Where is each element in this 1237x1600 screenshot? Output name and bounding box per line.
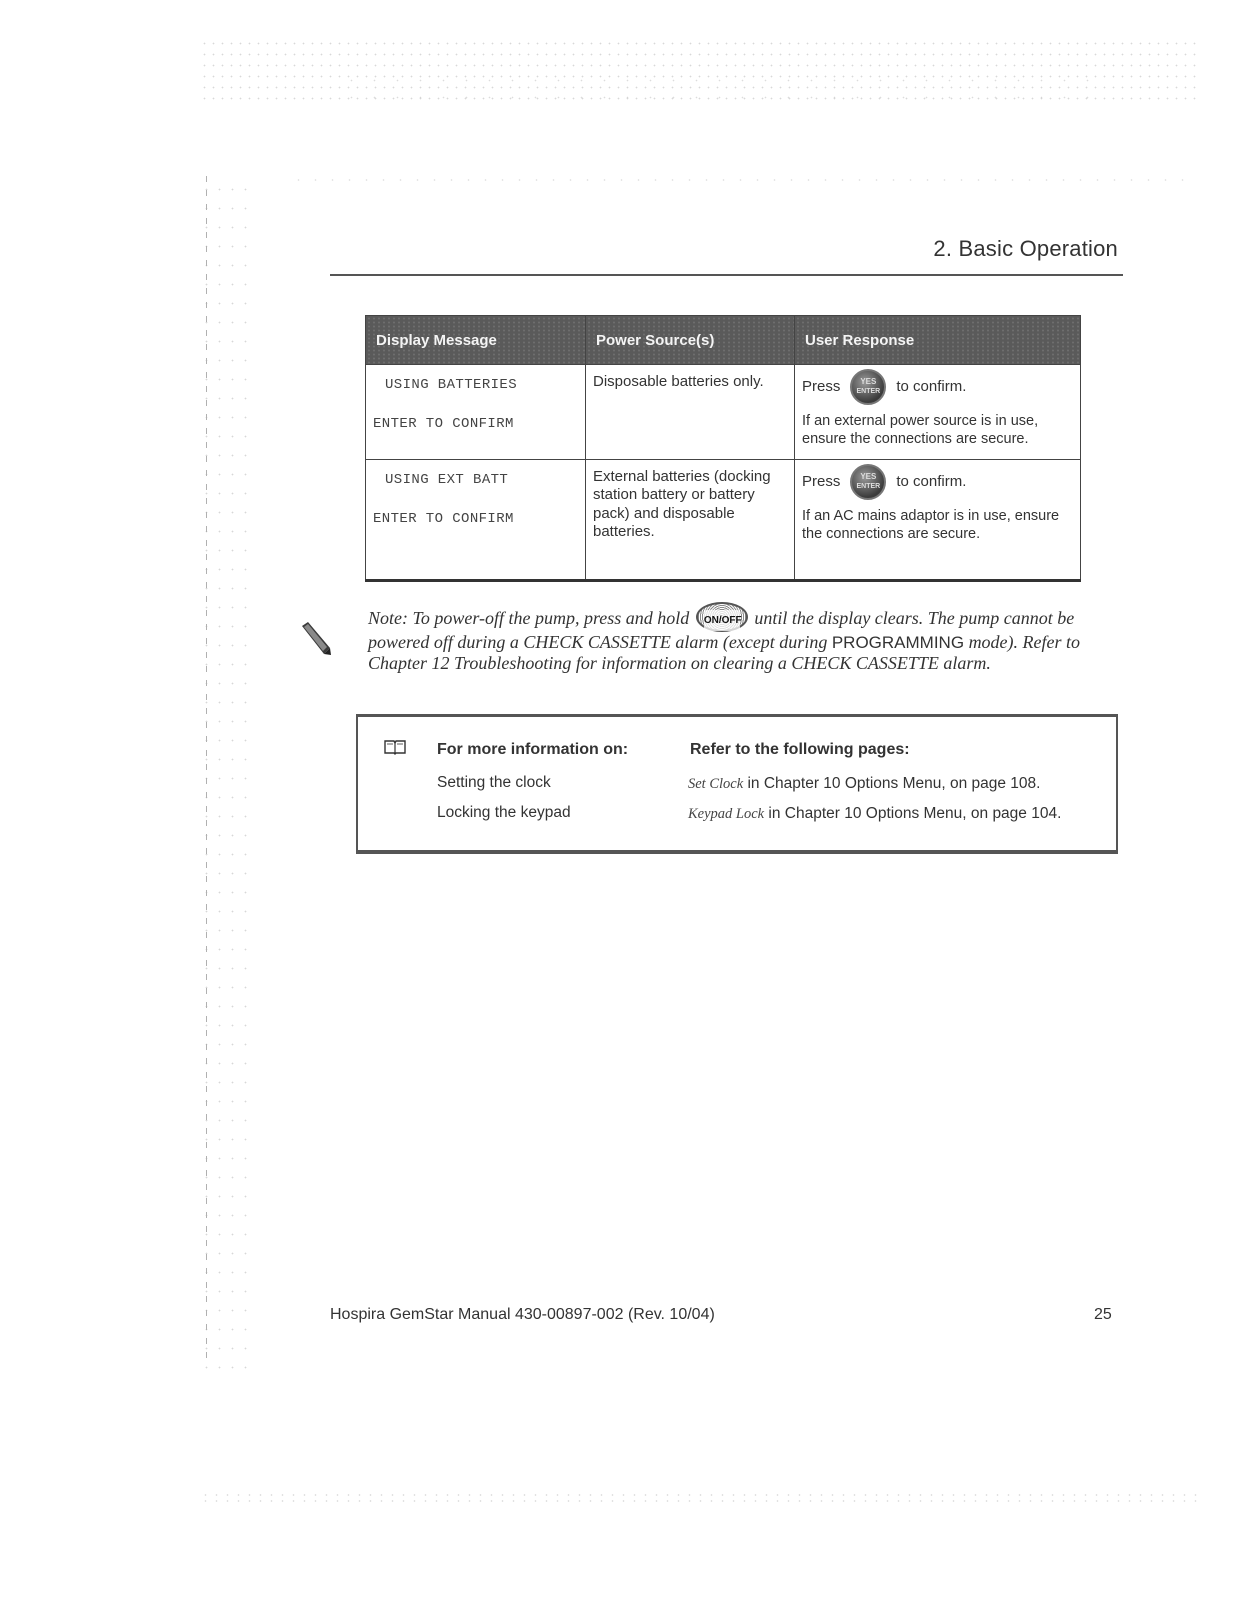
power-source-cell: External batteries (docking station battery or battery pack) and disposable batteries. <box>586 460 795 581</box>
table-row <box>366 365 1081 460</box>
info-topic-setting-clock: Setting the clock <box>437 774 551 791</box>
display-message-line1: USING BATTERIES <box>385 377 518 393</box>
note-text-part3: mode). Refer to Chapter 12 Troubleshooting for information on clearing a CHECK CASSETTE alarm. <box>368 632 1081 673</box>
note-text-part2: until the display clears. The pump cannot be powered off during a CHECK CASSETTE alarm (except during <box>368 608 1075 652</box>
press-instruction <box>802 369 1073 405</box>
display-message-table <box>365 315 1081 582</box>
on-off-key-icon <box>696 602 748 632</box>
press-label: Press <box>802 377 841 395</box>
power-off-note <box>368 602 1128 674</box>
table-header-row <box>366 316 1081 365</box>
display-message-cell <box>366 365 586 460</box>
chapter-title: 2. Basic Operation <box>933 236 1118 261</box>
reference-title: Set Clock <box>688 776 744 792</box>
response-note: If an external power source is in use, ensure the connections are secure. <box>802 413 1039 447</box>
more-information-box <box>356 714 1118 854</box>
footer-manual-reference: Hospira GemStar Manual 430-00897-002 (Rev. 10/04) <box>330 1306 715 1323</box>
info-reference-setting-clock <box>688 774 1108 794</box>
press-label: Press <box>802 472 841 490</box>
note-programming-word: PROGRAMMING <box>831 633 965 652</box>
yes-enter-key-icon <box>850 464 886 500</box>
power-source-cell: Disposable batteries only. <box>586 365 795 460</box>
display-message-line1: USING EXT BATT <box>385 472 509 488</box>
page-number: 25 <box>1094 1306 1112 1323</box>
note-text-part1: Note: To power-off the pump, press and hold <box>368 608 690 628</box>
display-message-cell <box>366 460 586 581</box>
book-icon <box>384 739 406 755</box>
confirm-label: to confirm. <box>896 472 967 490</box>
info-heading-reference: Refer to the following pages: <box>690 741 910 758</box>
scan-edge-line <box>206 176 207 1366</box>
pencil-icon <box>300 622 332 656</box>
response-note: If an AC mains adaptor is in use, ensure the connections are secure. <box>802 508 1060 542</box>
reference-text: in Chapter 10 Options Menu, on page 104. <box>764 805 1062 822</box>
display-message-line2: ENTER TO CONFIRM <box>373 511 514 528</box>
reference-title: Keypad Lock <box>688 806 765 822</box>
scan-noise-bottom <box>200 1492 1200 1504</box>
display-message-line2: ENTER TO CONFIRM <box>373 416 514 433</box>
confirm-label: to confirm. <box>896 377 967 395</box>
info-reference-locking-keypad <box>688 804 1068 824</box>
info-topic-locking-keypad: Locking the keypad <box>437 804 571 821</box>
user-response-cell <box>795 365 1081 460</box>
column-header-power-source: Power Source(s) <box>586 316 795 365</box>
column-header-display-message: Display Message <box>366 316 586 365</box>
scan-noise-left-margin <box>200 180 252 1370</box>
header-rule <box>330 274 1123 276</box>
info-heading-topic: For more information on: <box>437 741 629 758</box>
scan-noise-header <box>290 176 1190 184</box>
table-row <box>366 460 1081 581</box>
on-off-key-label: ON/OFF <box>704 610 740 631</box>
scan-noise-top-secondary <box>340 72 1100 112</box>
user-response-cell <box>795 460 1081 581</box>
press-instruction <box>802 464 1073 500</box>
reference-text: in Chapter 10 Options Menu, on page 108. <box>743 775 1041 792</box>
yes-enter-key-icon <box>850 369 886 405</box>
column-header-user-response: User Response <box>795 316 1081 365</box>
